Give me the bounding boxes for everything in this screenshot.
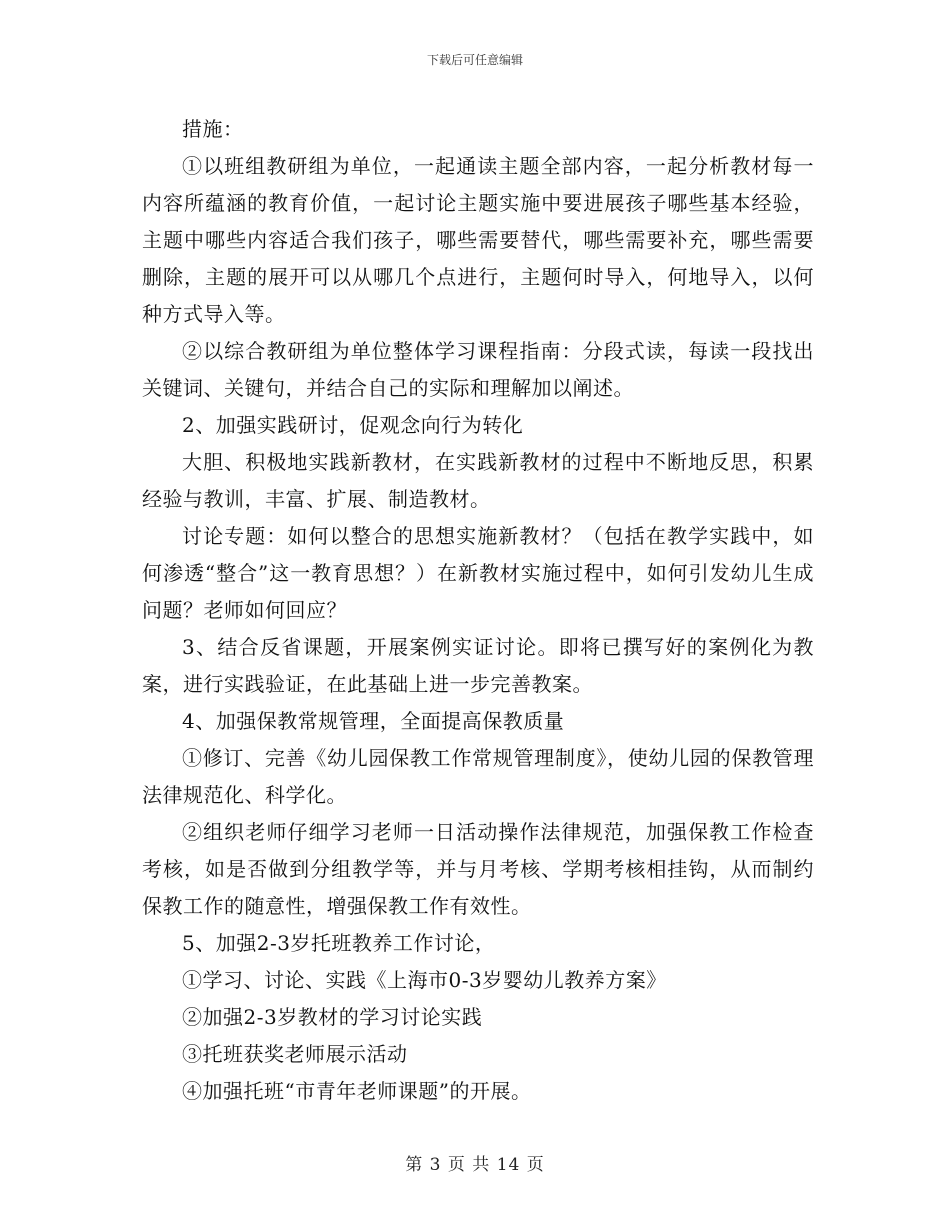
paragraph: ②以综合教研组为单位整体学习课程指南：分段式读，每读一段找出关键词、关键句，并结合自己的实际和理解加以阐述。 (142, 339, 814, 400)
paragraph: 措施： (182, 117, 244, 141)
list-item: ①学习、讨论、实践《上海市0-3岁婴幼儿教养方案》 (182, 968, 667, 992)
paragraph: ①以班组教研组为单位，一起通读主题全部内容，一起分析教材每一内容所蕴涵的教育价值，一起讨论主题实施中要进展孩子哪些基本经验，主题中哪些内容适合我们孩子，哪些需要替代，哪些需要补充，哪些需要删除，主题的展开可以从哪几个点进行，主题何时导入，何地导入，以何种方式导入等。 (142, 154, 814, 326)
section-heading: 5、加强2-3岁托班教养工作讨论， (182, 931, 496, 955)
paragraph: ②组织老师仔细学习老师一日活动操作法律规范，加强保教工作检查考核，如是否做到分组教学等，并与月考核、学期考核相挂钩，从而制约保教工作的随意性，增强保教工作有效性。 (142, 820, 814, 918)
document-body (142, 111, 814, 1110)
section-heading: 4、加强保教常规管理，全面提高保教质量 (182, 709, 565, 733)
paragraph: ①修订、完善《幼儿园保教工作常规管理制度》，使幼儿园的保教管理法律规范化、科学化。 (142, 746, 814, 807)
section-heading: 2、加强实践研讨，促观念向行为转化 (182, 413, 524, 437)
paragraph: 3、结合反省课题，开展案例实证讨论。即将已撰写好的案例化为教案，进行实践验证，在此基础上进一步完善教案。 (142, 635, 814, 696)
page-footer: 第 3 页 共 14 页 (405, 1155, 545, 1175)
list-item: ④加强托班“市青年老师课题”的开展。 (182, 1079, 532, 1103)
page-header: 下载后可任意编辑 (426, 53, 523, 67)
list-item: ③托班获奖老师展示活动 (182, 1042, 408, 1066)
paragraph: 讨论专题：如何以整合的思想实施新教材？（包括在教学实践中，如何渗透“整合”这一教育思想？）在新教材实施过程中，如何引发幼儿生成问题？老师如何回应？ (142, 524, 814, 622)
paragraph: 大胆、积极地实践新教材，在实践新教材的过程中不断地反思，积累经验与教训，丰富、扩展、制造教材。 (142, 450, 814, 511)
list-item: ②加强2-3岁教材的学习讨论实践 (182, 1005, 483, 1029)
